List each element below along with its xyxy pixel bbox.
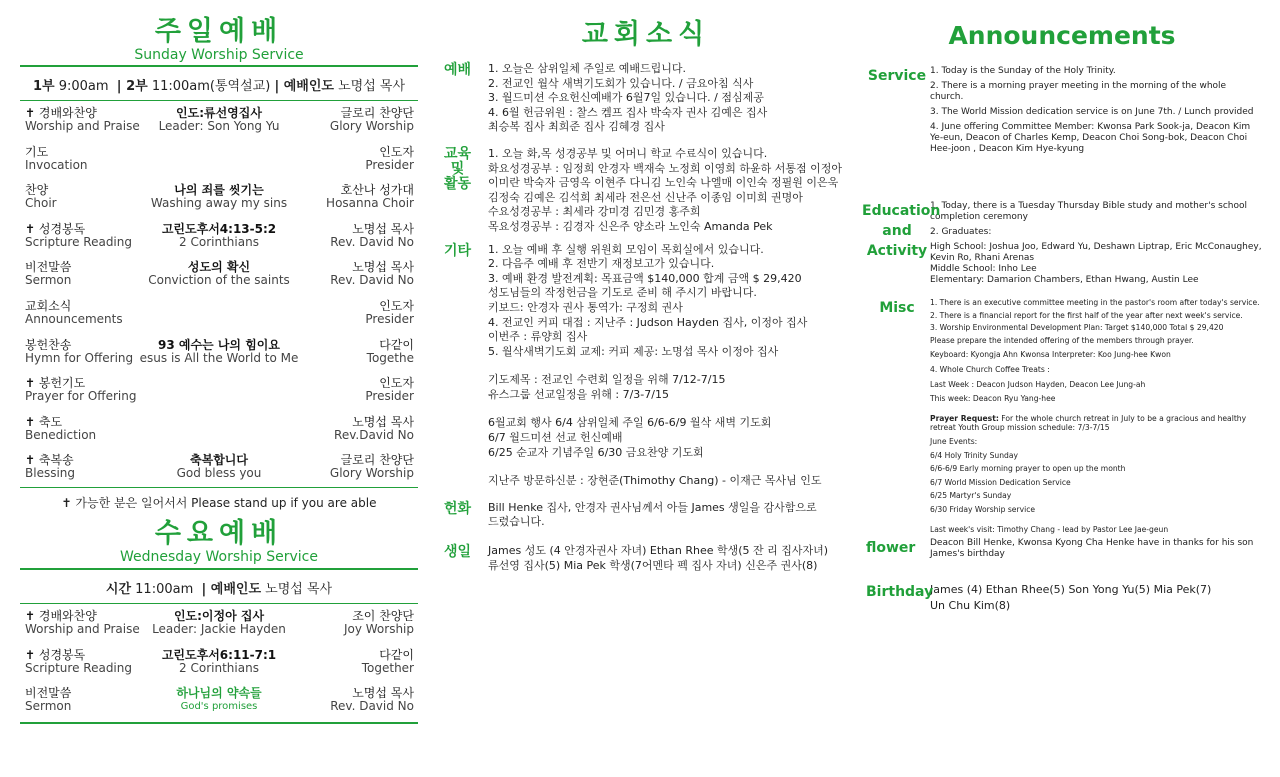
prayer-request	[930, 414, 1262, 433]
text-line: 2. There is a morning prayer meeting in the morning of the whole church.	[930, 81, 1227, 102]
section-label: 헌화	[444, 500, 472, 517]
wed-time: 11:00am	[135, 581, 194, 597]
english-text: Leader: Son Yong Yu	[158, 119, 280, 133]
text-line: Last Week : Deacon Judson Hayden, Deacon Lee Jung-ah	[930, 379, 1146, 389]
english-text: Rev. David No	[330, 699, 414, 714]
text-line: 3. Worship Environmental Development Plan: Target $140,000 Total $ 29,420	[930, 323, 1224, 333]
text-line: 6/7 World Mission Dedication Service	[930, 477, 1071, 487]
english-text: Presider	[365, 157, 414, 172]
korean-text: 고린도후서6:11-7:1	[161, 647, 277, 662]
korean-text: ✝ 경배와찬양	[25, 106, 97, 120]
order-item-part	[25, 146, 88, 172]
text-line: Bill Henke 집사, 안경자 권사님께서 아들 James 생일을 감사함으로	[488, 500, 817, 514]
sunday-time-line	[20, 67, 418, 100]
text-line: 류선영 집사(5) Mia Pek 학생(7어멘타 펙 집사 자녀) 신은주 권사(8)	[488, 558, 818, 572]
korean-text: 고린도후서4:13-5:2	[161, 221, 277, 236]
label-line: and	[882, 223, 912, 239]
korean-text: 다같이	[379, 337, 414, 352]
section-label	[862, 201, 941, 261]
english-text: Prayer for Offering	[25, 389, 137, 404]
english-text: Glory Worship	[329, 119, 414, 133]
order-item-detail	[110, 184, 328, 210]
section-label	[444, 147, 471, 192]
announcements-title: Announcements	[948, 21, 1176, 50]
english-text: Presider	[365, 311, 414, 326]
korean-text: 성도의 확신	[187, 260, 251, 275]
service1-label: 1부	[32, 79, 55, 94]
section-body	[930, 201, 1262, 286]
etc-list	[488, 243, 848, 360]
order-item	[20, 255, 418, 294]
order-item	[20, 178, 418, 217]
english-text: Washing away my sins	[150, 196, 288, 211]
order-item	[20, 294, 418, 333]
order-item-detail	[110, 223, 328, 249]
order-item-leader	[326, 184, 414, 210]
korean-text: ✝ 축복송	[25, 453, 74, 468]
text-line: 5. 월삭새벽기도회 교제: 커피 제공: 노명섭 목사 이정아 집사	[488, 344, 779, 358]
wednesday-title: 수요예배	[154, 517, 284, 549]
text-line: 이미란 박숙자 금영옥 이현주 다니김 노인숙 나엘매 이인숙 정필원 이은욱	[488, 176, 839, 190]
wednesday-time-line	[20, 570, 418, 603]
text-line: James (4) Ethan Rhee(5) Son Yong Yu(5) Mia Pek(7)	[930, 583, 1212, 597]
text-line: 1. 오늘 예배 후 실행 위원회 모임이 목회실에서 있습니다.	[488, 242, 764, 256]
korean-text: 인도자	[379, 376, 414, 391]
korean-text: 노명섭 목사	[352, 414, 414, 429]
text-line: 기도제목 : 전교인 수련회 일정을 위해 7/12-7/15	[488, 373, 726, 387]
korean-text: 비전말씀	[25, 260, 72, 275]
text-line: 6/25 Martyr's Sunday	[930, 491, 1012, 501]
text-line: Deacon Bill Henke, Kwonsa Kyong Cha Henke have in thanks for his son James's birthday	[930, 538, 1254, 560]
english-text: Hymn for Offering	[25, 350, 134, 365]
order-item-detail	[110, 610, 328, 636]
section-label: Service	[867, 68, 927, 84]
news-etc-section	[444, 243, 848, 489]
text-line: 3. The World Mission dedication service is on June 7th. / Lunch provided	[930, 107, 1254, 117]
section-body	[488, 62, 848, 135]
leader-name: 노명섭 목사	[338, 79, 406, 94]
prayer-label: Prayer Request:	[930, 413, 999, 423]
visit-note: Last week's visit: Timothy Chang - lead by Pastor Lee Jae-geun	[930, 524, 1169, 534]
english-text: Rev.David No	[334, 427, 414, 442]
sunday-title: 주일예배	[154, 16, 284, 47]
korean-text: 호산나 성가대	[340, 183, 414, 198]
section-label: 예배	[444, 62, 472, 78]
english-text: Together	[361, 660, 414, 675]
order-item	[20, 371, 418, 410]
order-item-detail	[110, 454, 328, 480]
text-line: 6/25 순교자 기념주일 6/30 금요찬양 기도회	[488, 445, 704, 459]
section-label: Birthday	[866, 584, 934, 601]
text-line: 3. 월드미션 수요헌신예배가 6월7일 있습니다. / 점심제공	[488, 91, 764, 105]
english-text: Glory Worship	[329, 466, 414, 481]
english-text: Scripture Reading	[25, 234, 132, 249]
order-item-leader	[330, 687, 414, 713]
text-line: This week: Deacon Ryu Yang-hee	[930, 394, 1056, 404]
text-line: 목요성경공부 : 김경자 신은주 양소라 노인숙 Amanda Pek	[488, 219, 773, 233]
order-item-detail	[110, 687, 328, 713]
text-line: 1. 오늘은 삼위일체 주일로 예배드립니다.	[488, 62, 686, 75]
wed-time-label: 시간	[105, 581, 132, 597]
english-text: 2 Corinthians	[179, 234, 259, 249]
order-item	[20, 333, 418, 372]
korean-text: 글로리 찬양단	[340, 453, 414, 468]
section-label: 생일	[444, 544, 472, 561]
news-title: 교회소식	[581, 19, 711, 50]
section-body	[930, 298, 1262, 534]
text-line: James 성도 (4 안경자권사 자녀) Ethan Rhee 학생(5 잔 리 집사자녀)	[488, 544, 829, 558]
korean-text: 다같이	[379, 647, 414, 662]
text-line: 4. June offering Committee Member: Kwonsa Park Sook-ja, Deacon Kim Ye-eun, Deacon of Charles Kemp, Deacon Choi Song-bok, Deacon Choi Hee-joon , Deacon Kim Hye-kyung	[930, 122, 1251, 154]
text-line: 1. There is an executive committee meeting in the pastor's room after today's service.	[930, 298, 1260, 307]
order-item-part	[25, 454, 75, 480]
education-section	[862, 201, 1262, 286]
wed-leader-label: | 예배인도	[201, 581, 262, 597]
english-text: Worship and Praise	[25, 119, 140, 133]
label-line: Education	[862, 203, 941, 219]
order-item-leader	[330, 223, 414, 249]
text-line: 드렸습니다.	[488, 515, 545, 529]
order-item	[20, 410, 418, 449]
order-item-leader	[344, 610, 414, 636]
korean-text: 노명섭 목사	[352, 686, 414, 701]
text-line: 2. Graduates:	[930, 227, 992, 237]
order-item-part	[25, 184, 57, 210]
text-line: 유스그룹 선교일정을 위해 : 7/3-7/15	[488, 387, 669, 401]
korean-text: 조이 찬양단	[352, 608, 414, 623]
english-text: Worship and Praise	[25, 621, 140, 636]
english-text: Benediction	[25, 427, 97, 442]
korean-text: ✝ 축도	[25, 414, 63, 429]
section-body	[930, 538, 1262, 560]
korean-text: 노명섭 목사	[352, 260, 414, 275]
text-line: Keyboard: Kyongja Ahn Kwonsa Interpreter: Koo Jung-hee Kwon	[930, 350, 1171, 360]
section-body	[488, 544, 848, 573]
prayer-text: For the whole church retreat in July to be a gracious and healthy retreat Youth Group mission schedule: 7/3-7/15	[930, 413, 1247, 433]
section-label: flower	[866, 540, 916, 557]
text-line: Elementary: Damarion Chambers, Ethan Hwang, Austin Lee	[930, 275, 1199, 285]
label-line: 교육	[444, 145, 472, 162]
korean-text: 인도:이정아 집사	[173, 608, 265, 623]
order-item-leader	[330, 261, 414, 287]
wed-leader-name: 노명섭 목사	[265, 581, 333, 597]
news-birthday-section	[444, 544, 848, 573]
korean-text: 노명섭 목사	[352, 221, 414, 236]
text-line: 6/4 Holy Trinity Sunday	[930, 450, 1018, 460]
order-item-detail	[110, 339, 328, 365]
service-section	[862, 66, 1262, 155]
divider	[20, 722, 418, 724]
order-item-part	[25, 261, 71, 287]
order-item-leader	[334, 416, 414, 442]
order-item-leader	[367, 339, 414, 365]
english-announcements-column	[862, 0, 1262, 614]
text-line: 수요성경공부 : 최세라 강미경 김민경 홍주희	[488, 205, 701, 219]
order-item-part	[25, 687, 71, 713]
english-text: Leader: Jackie Hayden	[152, 621, 286, 636]
english-text: Blessing	[25, 466, 76, 481]
korean-text: 93 예수는 나의 힘이요	[158, 337, 280, 352]
english-text: Sermon	[25, 699, 72, 714]
english-text: Announcements	[25, 311, 123, 326]
order-item-leader	[365, 146, 414, 172]
sunday-order-list	[20, 101, 418, 487]
text-line: 키보드: 안경자 권사 통역가: 구정희 권사	[488, 300, 683, 314]
english-text: Scripture Reading	[25, 660, 132, 675]
english-text: God bless you	[176, 466, 262, 481]
order-item	[20, 604, 418, 643]
order-item	[20, 681, 418, 720]
label-line: 및	[450, 160, 465, 177]
english-text: Togethe	[366, 350, 414, 365]
korean-text: 인도자	[379, 144, 414, 159]
service2-time: 11:00am(통역설교)	[151, 79, 271, 94]
order-item	[20, 101, 418, 140]
text-line: 성도님들의 작정헌금을 기도로 준비 해 주시기 바랍니다.	[488, 286, 757, 300]
order-item-detail	[110, 107, 328, 133]
order-item-detail	[110, 649, 328, 675]
order-item	[20, 448, 418, 487]
english-text: Conviction of the saints	[148, 273, 290, 288]
text-line: 이번주 : 류양희 집사	[488, 330, 588, 344]
text-line: 김정숙 김예은 김석희 최세라 전은선 신난주 이종임 이미희 권명아	[488, 190, 803, 204]
korean-text: 봉헌찬송	[25, 337, 72, 352]
korean-text: 찬양	[25, 183, 49, 198]
text-line: 4. 전교인 커피 대접 : 지난주 : Judson Hayden 집사, 이정아 집사	[488, 315, 808, 329]
section-body	[488, 147, 848, 235]
leader-label: | 예배인도	[274, 79, 334, 94]
order-item-leader	[362, 649, 414, 675]
wednesday-order-list	[20, 604, 418, 720]
english-text: Hosanna Choir	[326, 196, 414, 211]
news-flower-section	[444, 501, 848, 530]
order-item-detail	[110, 261, 328, 287]
text-line: Un Chu Kim(8)	[930, 599, 1011, 613]
birthday-section	[862, 582, 1262, 614]
misc-section	[862, 298, 1262, 534]
section-body	[930, 582, 1262, 614]
text-line: 화요성경공부 : 임정희 안경자 백재숙 노정희 이영희 하윤하 서통점 이정아	[488, 161, 842, 175]
korean-text: ✝ 성경봉독	[25, 647, 86, 662]
order-item-part	[25, 300, 123, 326]
text-line: 1. Today is the Sunday of the Holy Trinity.	[930, 66, 1116, 76]
text-line: High School: Joshua Joo, Edward Yu, Deshawn Liptrap, Eric McConaughey, Kevin Ro, Rhani Arenas	[930, 242, 1262, 263]
misc-list	[930, 298, 1262, 404]
order-item-part	[25, 377, 136, 403]
korean-text: 기도	[25, 144, 49, 159]
korean-text: ✝ 경배와찬양	[25, 608, 97, 623]
worship-order-column	[20, 0, 418, 724]
section-body	[488, 501, 848, 530]
sunday-subtitle: Sunday Worship Service	[134, 47, 304, 63]
order-item-leader	[365, 377, 414, 403]
korean-text: 인도자	[379, 298, 414, 313]
wednesday-subtitle: Wednesday Worship Service	[120, 548, 318, 565]
text-line: 1. 오늘 화,목 성경공부 및 어머니 학교 수료식이 있습니다.	[488, 146, 768, 160]
visitor-note: 지난주 방문하신분 : 장현준(Thimothy Chang) - 이재근 목사님 인도	[488, 474, 822, 488]
text-line: 3. 예배 환경 발전계획: 목표금액 $140,000 합계 금액 $ 29,420	[488, 271, 802, 285]
section-body	[930, 66, 1262, 155]
english-text: Invocation	[25, 157, 88, 172]
english-text: God's promises	[180, 701, 258, 713]
order-item-part	[25, 416, 96, 442]
korean-news-column	[444, 0, 848, 573]
stand-note: ✝ 가능한 분은 일어서서 Please stand up if you are able	[61, 495, 377, 510]
korean-text: 인도:류선영집사	[176, 106, 262, 120]
english-text: Presider	[365, 389, 414, 404]
text-line: 최승복 집사 최희준 집사 김혜경 집사	[488, 120, 665, 134]
korean-text: ✝ 봉헌기도	[25, 376, 86, 391]
service2-label: | 2부	[116, 79, 148, 94]
english-text: esus is All the World to Me	[139, 350, 299, 365]
text-line: 4. 6월 헌금위원 : 찰스 켐프 집사 박숙자 권사 김예은 집사	[488, 105, 768, 119]
text-line: 6월교회 행사 6/4 삼위일체 주일 6/6-6/9 월삭 새벽 기도회	[488, 416, 772, 430]
order-item	[20, 140, 418, 179]
flower-section	[862, 538, 1262, 560]
text-line: 4. Whole Church Coffee Treats :	[930, 364, 1050, 374]
english-text: Rev. David No	[330, 273, 414, 288]
text-line: 1. Today, there is a Tuesday Thursday Bible study and mother's school completion ceremony	[930, 201, 1248, 222]
section-body	[488, 243, 848, 489]
news-education-section	[444, 147, 848, 235]
korean-text: 비전말씀	[25, 686, 72, 701]
english-text: Rev. David No	[330, 234, 414, 249]
events-list	[930, 437, 1262, 515]
english-text: Choir	[25, 196, 57, 211]
text-line: Please prepare the intended offering of the members through prayer.	[930, 335, 1194, 345]
korean-text: 축복합니다	[190, 453, 248, 468]
english-text: Joy Worship	[343, 621, 414, 636]
section-label: Misc	[879, 300, 915, 316]
korean-text: 나의 죄를 씻기는	[174, 183, 264, 198]
text-line: 2. 다음주 예배 후 전반기 재정보고가 있습니다.	[488, 257, 715, 271]
order-item-leader	[330, 107, 414, 133]
text-line: June Events:	[930, 436, 978, 446]
korean-text: 하나님의 약속들	[176, 686, 262, 701]
korean-text: ✝ 성경봉독	[25, 221, 86, 236]
section-label: 기타	[444, 242, 472, 259]
order-item-leader	[330, 454, 414, 480]
service1-time: 9:00am	[58, 79, 109, 94]
text-line: 6/6-6/9 Early morning prayer to open up the month	[930, 464, 1126, 474]
order-item-leader	[365, 300, 414, 326]
text-line: Middle School: Inho Lee	[930, 264, 1037, 274]
order-item	[20, 217, 418, 256]
text-line: 6/7 월드미션 선교 헌신예배	[488, 431, 623, 445]
text-line: 2. 전교인 월삭 새벽기도회가 있습니다. / 금요아침 식사	[488, 76, 754, 90]
label-line: 활동	[444, 175, 472, 192]
prayer-list	[488, 373, 848, 402]
korean-text: 교회소식	[25, 298, 72, 313]
events-list	[488, 416, 848, 460]
news-worship-section	[444, 62, 848, 135]
english-text: 2 Corinthians	[179, 660, 259, 675]
order-item	[20, 643, 418, 682]
text-line: 2. There is a financial report for the first half of the year after next week's service.	[930, 310, 1243, 320]
text-line: 6/30 Friday Worship service	[930, 504, 1036, 514]
english-text: Sermon	[25, 273, 72, 288]
label-line: Activity	[866, 243, 928, 259]
korean-text: 글로리 찬양단	[340, 106, 414, 120]
